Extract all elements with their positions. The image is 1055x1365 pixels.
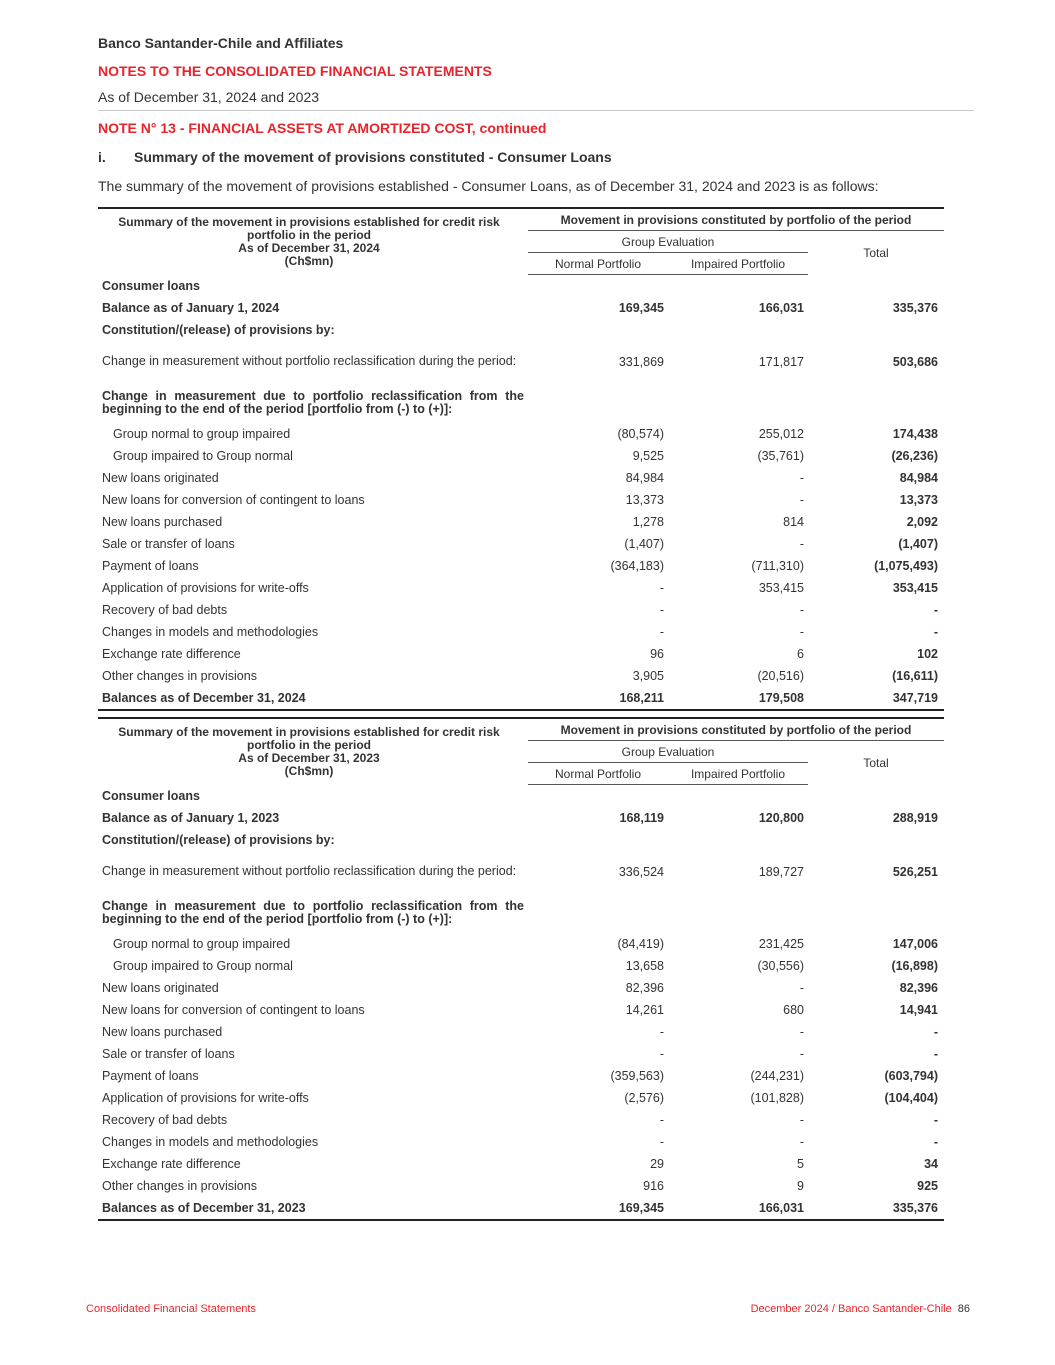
table-label-header	[98, 208, 528, 275]
row-label: Change in measurement due to portfolio reclassification from the beginning to the end of the period [portfolio from (-) to (+)]:	[102, 898, 524, 926]
impaired-value: 179,508	[758, 691, 804, 705]
row-label: Group normal to group impaired	[113, 937, 291, 951]
total-value: 335,376	[892, 1201, 938, 1215]
label-header-line: As of December 31, 2024	[238, 240, 380, 255]
row-label: Group impaired to Group normal	[113, 449, 293, 463]
impaired-value: -	[799, 625, 804, 639]
section-number: i.	[98, 149, 106, 165]
total-value: 102	[917, 647, 938, 661]
impaired-value: 680	[783, 1003, 804, 1017]
table-row	[98, 851, 944, 892]
total-value: 353,415	[892, 581, 938, 595]
total-value: (16,611)	[892, 669, 938, 683]
provisions-table-2023	[98, 717, 944, 1221]
normal-value: (2,576)	[624, 1091, 664, 1105]
total-value: -	[933, 1113, 938, 1127]
total-value: 14,941	[899, 1003, 938, 1017]
row-label: Sale or transfer of loans	[102, 1047, 235, 1061]
normal-value: -	[659, 1025, 664, 1039]
impaired-value	[668, 382, 808, 423]
notes-title: NOTES TO THE CONSOLIDATED FINANCIAL STATEMENTS	[98, 63, 492, 79]
normal-value: 29	[650, 1157, 664, 1171]
total-value: 34	[924, 1157, 938, 1171]
table-row	[98, 445, 944, 467]
row-label: Recovery of bad debts	[102, 603, 228, 617]
total-value: 147,006	[892, 937, 938, 951]
date-line: As of December 31, 2024 and 2023	[98, 89, 320, 105]
total-value: 288,919	[892, 811, 938, 825]
row-label: New loans for conversion of contingent to loans	[102, 493, 365, 507]
table-label-header	[98, 718, 528, 785]
total-value: (16,898)	[891, 959, 938, 973]
impaired-value: 166,031	[758, 301, 804, 315]
impaired-value: (35,761)	[757, 449, 804, 463]
total-value: 925	[917, 1179, 938, 1193]
impaired-value: -	[799, 537, 804, 551]
intro-paragraph: The summary of the movement of provisions established - Consumer Loans, as of December 31, 2024 and 2023 is as follows:	[98, 178, 879, 194]
table-row	[98, 999, 944, 1021]
normal-value: 1,278	[632, 515, 664, 529]
impaired-value: 6	[797, 647, 804, 661]
impaired-value: 166,031	[758, 1201, 804, 1215]
impaired-value: -	[799, 471, 804, 485]
label-header-line: portfolio in the period	[247, 737, 371, 752]
table-row	[98, 807, 944, 829]
normal-value	[528, 382, 668, 423]
total-value: (1,407)	[898, 537, 938, 551]
normal-value	[528, 829, 668, 851]
normal-value: -	[659, 603, 664, 617]
total-value: -	[933, 1025, 938, 1039]
impaired-value: (711,310)	[751, 559, 804, 573]
table-row	[98, 1065, 944, 1087]
normal-value	[528, 275, 668, 298]
normal-portfolio-header: Normal Portfolio	[528, 763, 668, 785]
movement-header: Movement in provisions constituted by portfolio of the period	[528, 208, 944, 231]
footer-right-text: December 2024 / Banco Santander-Chile	[750, 1303, 952, 1315]
row-label: Other changes in provisions	[102, 669, 257, 683]
table-row	[98, 577, 944, 599]
table-row	[98, 643, 944, 665]
table-row	[98, 275, 944, 298]
table-row	[98, 1021, 944, 1043]
provisions-table-2024	[98, 207, 944, 711]
total-value: (26,236)	[891, 449, 938, 463]
header-divider	[98, 110, 974, 111]
row-label: New loans for conversion of contingent to loans	[102, 1003, 365, 1017]
table-row	[98, 1043, 944, 1065]
row-label: Change in measurement due to portfolio reclassification from the beginning to the end of the period [portfolio from (-) to (+)]:	[102, 388, 524, 416]
company-name: Banco Santander-Chile and Affiliates	[98, 35, 344, 51]
table-row	[98, 297, 944, 319]
row-label: Exchange rate difference	[102, 647, 241, 661]
table-row	[98, 955, 944, 977]
normal-value: 3,905	[632, 669, 664, 683]
row-label: Application of provisions for write-offs	[102, 581, 309, 595]
table-row	[98, 621, 944, 643]
impaired-value: 814	[783, 515, 804, 529]
impaired-value: 120,800	[758, 811, 804, 825]
total-header: Total	[863, 755, 889, 770]
impaired-portfolio-header: Impaired Portfolio	[668, 763, 808, 785]
table-row	[98, 341, 944, 382]
normal-value: 169,345	[618, 1201, 664, 1215]
row-label: Balances as of December 31, 2023	[102, 1201, 306, 1215]
table-row	[98, 687, 944, 710]
table-row	[98, 511, 944, 533]
impaired-value: 353,415	[758, 581, 804, 595]
normal-value: (84,419)	[617, 937, 664, 951]
impaired-value	[668, 829, 808, 851]
normal-value: 168,211	[619, 691, 664, 705]
total-value: 2,092	[906, 515, 938, 529]
total-value: -	[933, 1135, 938, 1149]
normal-value: -	[659, 581, 664, 595]
row-label: Consumer loans	[102, 278, 200, 293]
row-label: Balance as of January 1, 2023	[102, 811, 280, 825]
total-value: 84,984	[899, 471, 938, 485]
total-value: 13,373	[899, 493, 938, 507]
impaired-value	[668, 275, 808, 298]
normal-value	[528, 319, 668, 341]
row-label: Sale or transfer of loans	[102, 537, 235, 551]
total-value: (603,794)	[884, 1069, 938, 1083]
footer-right	[751, 1303, 970, 1315]
row-label: Recovery of bad debts	[102, 1113, 228, 1127]
impaired-value	[668, 785, 808, 808]
row-label: Exchange rate difference	[102, 1157, 241, 1171]
table-row	[98, 1109, 944, 1131]
impaired-value: 189,727	[758, 864, 804, 879]
group-evaluation-header: Group Evaluation	[528, 741, 808, 763]
normal-value: 14,261	[625, 1003, 664, 1017]
total-value: -	[933, 603, 938, 617]
impaired-value: (244,231)	[750, 1069, 804, 1083]
total-value: -	[933, 1047, 938, 1061]
row-label: Balances as of December 31, 2024	[102, 691, 306, 705]
impaired-value	[668, 319, 808, 341]
normal-value: -	[659, 1113, 664, 1127]
row-label: Other changes in provisions	[102, 1179, 257, 1193]
row-label: New loans originated	[102, 981, 219, 995]
table-row	[98, 555, 944, 577]
row-label: Consumer loans	[102, 788, 200, 803]
normal-value: 331,869	[618, 354, 664, 369]
impaired-value: -	[799, 1135, 804, 1149]
impaired-value: 255,012	[758, 427, 804, 441]
normal-value: -	[659, 1047, 664, 1061]
section-title-text: Summary of the movement of provisions constituted - Consumer Loans	[134, 149, 612, 165]
table-row	[98, 829, 944, 851]
normal-value: 13,373	[625, 493, 664, 507]
impaired-value: 231,425	[758, 937, 804, 951]
normal-value: 13,658	[625, 959, 664, 973]
total-value	[808, 892, 944, 933]
impaired-value	[668, 892, 808, 933]
page-number: 86	[957, 1303, 970, 1315]
impaired-value: -	[799, 1113, 804, 1127]
table-row	[98, 1197, 944, 1220]
total-value	[808, 829, 944, 851]
normal-value: (359,563)	[610, 1069, 664, 1083]
impaired-value: (101,828)	[750, 1091, 804, 1105]
label-header-line: Summary of the movement in provisions established for credit risk	[118, 724, 500, 739]
normal-value: 82,396	[625, 981, 664, 995]
row-label: Application of provisions for write-offs	[102, 1091, 309, 1105]
footer-left: Consolidated Financial Statements	[86, 1303, 256, 1315]
row-label: Change in measurement without portfolio reclassification during the period:	[102, 354, 517, 368]
row-label: Changes in models and methodologies	[102, 1135, 319, 1149]
table-row	[98, 933, 944, 955]
total-value: 82,396	[899, 981, 938, 995]
table-row	[98, 977, 944, 999]
row-label: New loans originated	[102, 471, 219, 485]
total-value	[808, 319, 944, 341]
table-row	[98, 1131, 944, 1153]
total-value: (1,075,493)	[874, 559, 938, 573]
row-label: New loans purchased	[102, 515, 223, 529]
normal-value: 84,984	[625, 471, 664, 485]
table-row	[98, 382, 944, 423]
normal-value: 168,119	[619, 811, 664, 825]
impaired-value: -	[799, 1047, 804, 1061]
total-value: -	[933, 625, 938, 639]
normal-value	[528, 892, 668, 933]
row-label: Group impaired to Group normal	[113, 959, 293, 973]
section-title	[98, 149, 612, 165]
total-value: 347,719	[892, 691, 938, 705]
total-value: (104,404)	[884, 1091, 938, 1105]
total-value: 526,251	[892, 864, 938, 879]
impaired-value: (30,556)	[757, 959, 804, 973]
normal-value: 169,345	[618, 301, 664, 315]
total-header: Total	[863, 245, 889, 260]
normal-value: 9,525	[632, 449, 664, 463]
impaired-value: 5	[797, 1157, 804, 1171]
label-header-line: Summary of the movement in provisions established for credit risk	[118, 214, 500, 229]
table-row	[98, 892, 944, 933]
note-title: NOTE N° 13 - FINANCIAL ASSETS AT AMORTIZED COST, continued	[98, 120, 547, 136]
row-label: Constitution/(release) of provisions by:	[102, 833, 335, 847]
impaired-value: -	[799, 603, 804, 617]
label-header-line: (Ch$mn)	[284, 253, 334, 268]
normal-value: (1,407)	[624, 537, 664, 551]
total-value: 335,376	[892, 301, 938, 315]
table-row	[98, 665, 944, 687]
table-row	[98, 319, 944, 341]
normal-value: 336,524	[618, 864, 664, 879]
table-row	[98, 423, 944, 445]
normal-value: -	[659, 625, 664, 639]
row-label: Group normal to group impaired	[113, 427, 291, 441]
impaired-value: -	[799, 981, 804, 995]
impaired-value: 171,817	[758, 354, 804, 369]
movement-header: Movement in provisions constituted by portfolio of the period	[528, 718, 944, 741]
total-value: 503,686	[892, 354, 938, 369]
table-row	[98, 533, 944, 555]
label-header-line: portfolio in the period	[247, 227, 371, 242]
table-row	[98, 1175, 944, 1197]
row-label: Payment of loans	[102, 559, 199, 573]
row-label: Change in measurement without portfolio reclassification during the period:	[102, 864, 517, 878]
total-value	[808, 785, 944, 808]
table-row	[98, 599, 944, 621]
impaired-value: -	[799, 493, 804, 507]
label-header-line: As of December 31, 2023	[238, 750, 380, 765]
normal-value: 96	[650, 647, 664, 661]
total-value	[808, 382, 944, 423]
row-label: Constitution/(release) of provisions by:	[102, 323, 335, 337]
normal-value: -	[659, 1135, 664, 1149]
table-row	[98, 489, 944, 511]
total-value: 174,438	[892, 427, 938, 441]
normal-value: 916	[643, 1179, 664, 1193]
table-row	[98, 785, 944, 808]
normal-portfolio-header: Normal Portfolio	[528, 253, 668, 275]
total-value	[808, 275, 944, 298]
normal-value	[528, 785, 668, 808]
impaired-value: (20,516)	[757, 669, 804, 683]
row-label: New loans purchased	[102, 1025, 223, 1039]
normal-value: (364,183)	[610, 559, 664, 573]
label-header-line: (Ch$mn)	[284, 763, 334, 778]
impaired-value: 9	[797, 1179, 804, 1193]
table-row	[98, 1153, 944, 1175]
row-label: Payment of loans	[102, 1069, 199, 1083]
impaired-portfolio-header: Impaired Portfolio	[668, 253, 808, 275]
impaired-value: -	[799, 1025, 804, 1039]
row-label: Changes in models and methodologies	[102, 625, 319, 639]
normal-value: (80,574)	[617, 427, 664, 441]
table-row	[98, 467, 944, 489]
table-row	[98, 1087, 944, 1109]
group-evaluation-header: Group Evaluation	[528, 231, 808, 253]
row-label: Balance as of January 1, 2024	[102, 301, 280, 315]
